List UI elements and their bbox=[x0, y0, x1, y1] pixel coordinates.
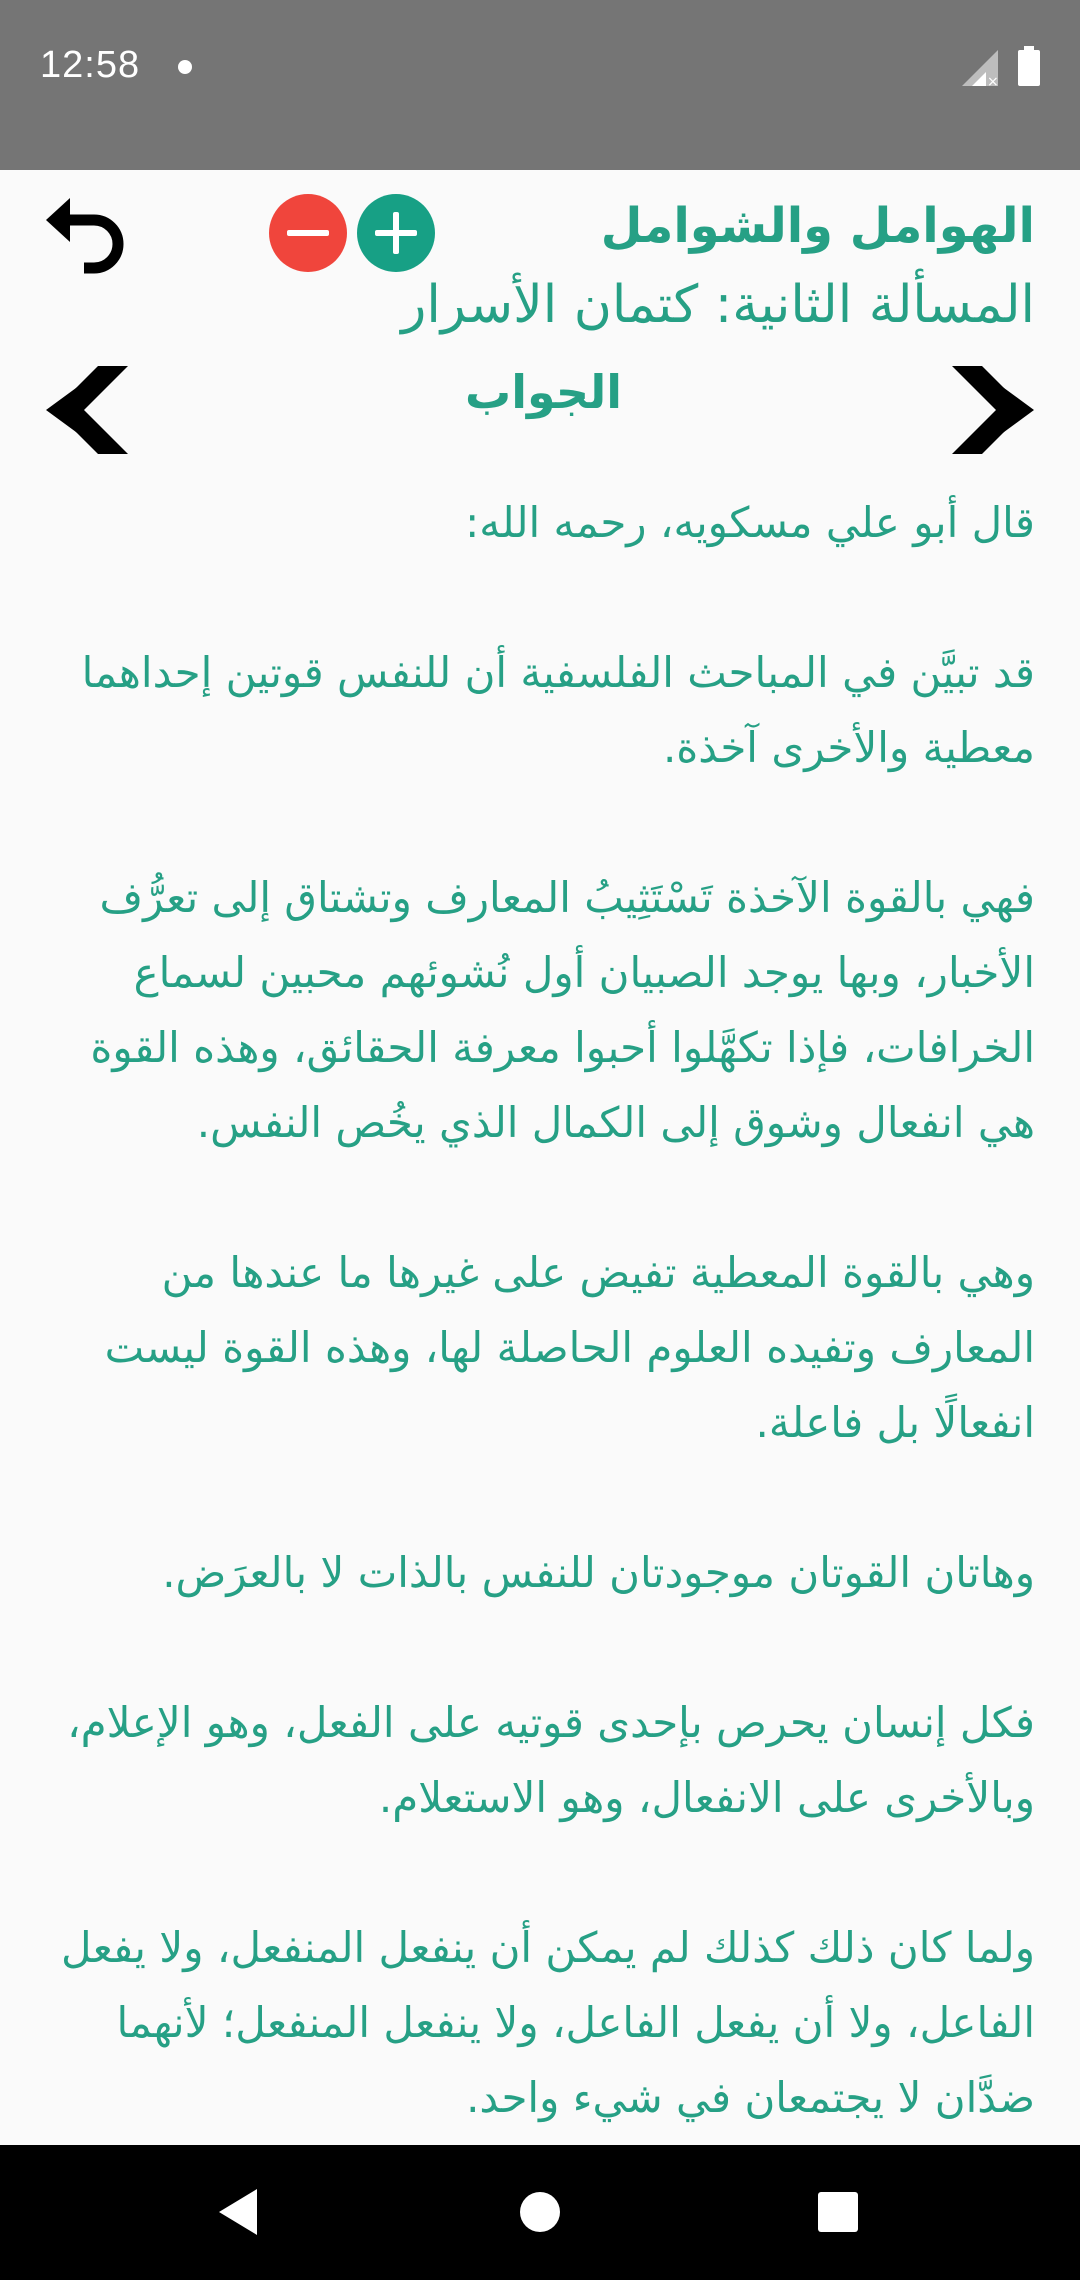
status-time: 12:58 bbox=[40, 44, 141, 86]
article-body bbox=[60, 485, 1035, 2145]
paragraph: فكل إنسان يحرص بإحدى قوتيه على الفعل، وهو الإعلام، وبالأخرى على الانفعال، وهو الاستعلام. bbox=[67, 1698, 1035, 1822]
plus-icon bbox=[357, 194, 435, 272]
svg-text:×: × bbox=[987, 74, 999, 88]
paragraph: وهاتان القوتان موجودتان للنفس بالذات لا بالعرَض. bbox=[162, 1548, 1035, 1597]
minus-icon bbox=[269, 194, 347, 272]
paragraph: قال أبو علي مسكويه، رحمه الله: bbox=[465, 498, 1035, 547]
signal-icon bbox=[960, 48, 1000, 88]
book-title: الهوامل والشوامل bbox=[600, 198, 1035, 254]
home-icon[interactable] bbox=[505, 2177, 575, 2247]
paragraph: وهي بالقوة المعطية تفيض على غيرها ما عندها من المعارف وتفيده العلوم الحاصلة لها، وهذه القوة ليست انفعالًا بل فاعلة. bbox=[104, 1248, 1035, 1447]
notification-dot-icon bbox=[178, 60, 192, 74]
paragraph: ولما كان ذلك كذلك لم يمكن أن ينفعل المنفعل، ولا يفعل الفاعل، ولا أن يفعل الفاعل، ولا ينفعل المنفعل؛ لأنهما ضدَّان لا يجتمعان في شيء واحد. bbox=[60, 1923, 1035, 2122]
undo-icon[interactable] bbox=[42, 192, 132, 282]
reader-screen bbox=[0, 170, 1080, 2145]
system-nav-bar bbox=[0, 2145, 1080, 2280]
zoom-in-button[interactable] bbox=[357, 194, 435, 272]
battery-icon bbox=[1018, 46, 1040, 86]
answer-heading: الجواب bbox=[465, 365, 623, 419]
section-title: المسألة الثانية: كتمان الأسرار bbox=[401, 275, 1035, 335]
status-bar bbox=[0, 0, 1080, 170]
chevron-left-icon[interactable] bbox=[42, 360, 132, 460]
paragraph: قد تبيَّن في المباحث الفلسفية أن للنفس قوتين إحداهما معطية والأخرى آخذة. bbox=[81, 648, 1035, 772]
chevron-right-icon[interactable] bbox=[948, 360, 1038, 460]
back-icon[interactable] bbox=[205, 2177, 275, 2247]
paragraph: فهي بالقوة الآخذة تَسْتَثِيبُ المعارف وتشتاق إلى تعرُّف الأخبار، وبها يوجد الصبيان أول نُشوئهم محبين لسماع الخرافات، فإذا تكهَّلوا أحبوا معرفة الحقائق، وهذه القوة هي انفعال وشوق إلى الكمال الذي يخُص النفس. bbox=[90, 873, 1035, 1147]
recents-icon[interactable] bbox=[803, 2177, 873, 2247]
zoom-out-button[interactable] bbox=[269, 194, 347, 272]
